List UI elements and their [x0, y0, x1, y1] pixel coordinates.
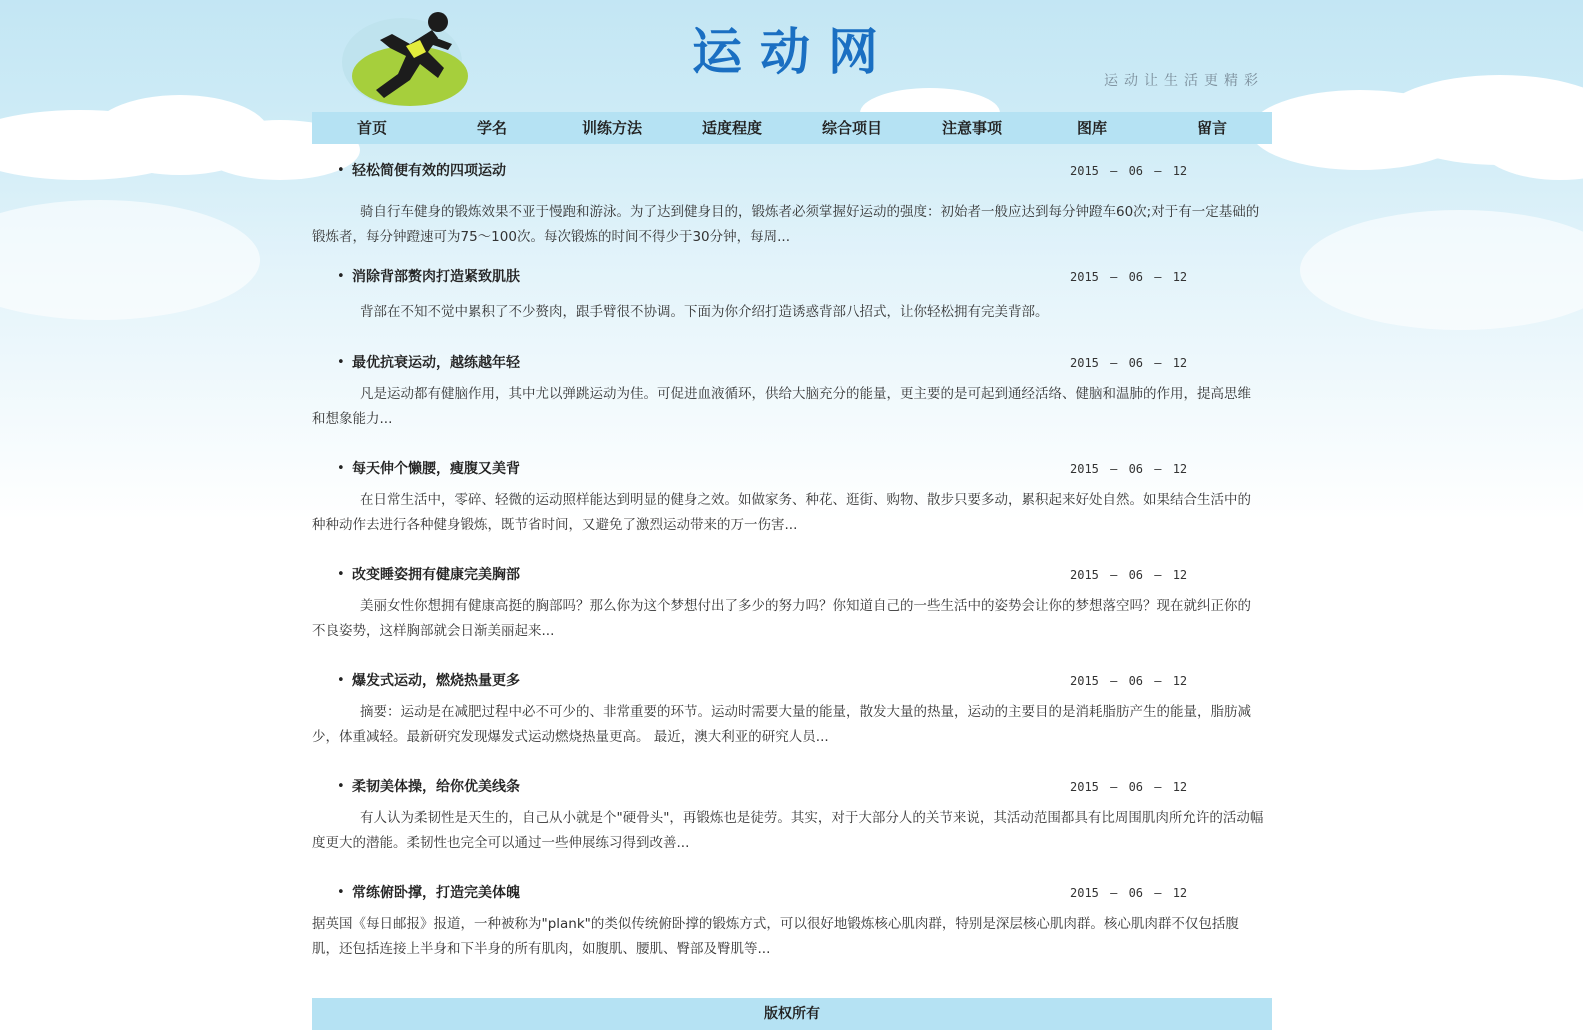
- article-summary: 据英国《每日邮报》报道，一种被称为"plank"的类似传统俯卧撑的锻炼方式，可以很好地锻炼核心肌肉群，特别是深层核心肌肉群。核心肌肉群不仅包括腹肌，还包括连接上半身和下半身的所有肌肉，如腹肌、腰肌、臀部及臀肌等...: [312, 916, 1239, 957]
- main-nav: [312, 112, 1272, 144]
- article-item: [312, 882, 1272, 957]
- article-title-link[interactable]: 每天伸个懒腰，瘦腹又美背: [352, 461, 520, 477]
- site-footer: 版权所有: [312, 998, 1272, 1030]
- article-summary: 美丽女性你想拥有健康高挺的胸部吗？那么你为这个梦想付出了多少的努力吗？你知道自己的一些生活中的姿势会让你的梦想落空吗？现在就纠正你的不良姿势，这样胸部就会日渐美丽起来...: [312, 598, 1251, 639]
- article-item: [312, 564, 1272, 639]
- article-title-link[interactable]: 轻松简便有效的四项运动: [352, 163, 506, 179]
- bullet-icon: •: [337, 461, 345, 476]
- nav-item-precautions[interactable]: 注意事项: [941, 119, 1002, 137]
- site-slogan: 运动让生活更精彩: [1104, 73, 1264, 89]
- article-date: 2015 — 06 — 12: [1070, 568, 1188, 582]
- article-summary: 有人认为柔韧性是天生的，自己从小就是个"硬骨头"，再锻炼也是徒劳。其实，对于大部分人的关节来说，其活动范围都具有比周围肌肉所允许的活动幅度更大的潜能。柔韧性也完全可以通过一些伸展练习得到改善...: [312, 810, 1264, 851]
- bullet-icon: •: [337, 567, 345, 582]
- article-item: [312, 352, 1272, 427]
- article-summary: 在日常生活中，零碎、轻微的运动照样能达到明显的健身之效。如做家务、种花、逛街、购物、散步只要多动，累积起来好处自然。如果结合生活中的种种动作去进行各种健身锻炼，既节省时间，又避免了激烈运动带来的万一伤害...: [312, 492, 1251, 533]
- site-header: [312, 0, 1272, 112]
- site-title: 运动网: [692, 23, 896, 81]
- article-item: [312, 458, 1272, 533]
- article-item: [312, 776, 1272, 851]
- bullet-icon: •: [337, 885, 345, 900]
- article-date: 2015 — 06 — 12: [1070, 780, 1188, 794]
- article-title-link[interactable]: 消除背部赘肉打造紧致肌肤: [352, 269, 520, 285]
- article-header: [312, 776, 1272, 798]
- article-date: 2015 — 06 — 12: [1070, 462, 1188, 476]
- article-title-link[interactable]: 爆发式运动，燃烧热量更多: [352, 673, 520, 689]
- article-header: [312, 458, 1272, 480]
- article-header: [312, 882, 1272, 904]
- nav-item-scientific-name[interactable]: 学名: [476, 119, 507, 137]
- page-container: [312, 0, 1272, 1030]
- article-date: 2015 — 06 — 12: [1070, 356, 1188, 370]
- article-item: [312, 670, 1272, 745]
- bullet-icon: •: [337, 355, 345, 370]
- article-item: [312, 266, 1272, 320]
- bullet-icon: •: [337, 673, 345, 688]
- article-date: 2015 — 06 — 12: [1070, 270, 1188, 284]
- cloud-shape: [0, 200, 260, 320]
- article-header: [312, 160, 1272, 182]
- nav-item-moderation[interactable]: 适度程度: [701, 119, 762, 137]
- article-date: 2015 — 06 — 12: [1070, 674, 1188, 688]
- article-date: 2015 — 06 — 12: [1070, 886, 1188, 900]
- nav-item-training-methods[interactable]: 训练方法: [581, 119, 642, 137]
- nav-item-home[interactable]: 首页: [356, 119, 387, 137]
- article-summary: 背部在不知不觉中累积了不少赘肉，跟手臂很不协调。下面为你介绍打造诱惑背部八招式，让你轻松拥有完美背部。: [360, 304, 1049, 320]
- bullet-icon: •: [337, 269, 345, 284]
- nav-item-gallery[interactable]: 图库: [1076, 119, 1107, 137]
- bullet-icon: •: [337, 163, 345, 178]
- nav-item-combined-events[interactable]: 综合项目: [821, 119, 882, 137]
- article-header: [312, 670, 1272, 692]
- cloud-shape: [1300, 210, 1583, 330]
- article-date: 2015 — 06 — 12: [1070, 164, 1188, 178]
- article-title-link[interactable]: 常练俯卧撑，打造完美体魄: [352, 885, 520, 901]
- article-title-link[interactable]: 柔韧美体操，给你优美线条: [352, 779, 520, 795]
- article-header: [312, 352, 1272, 374]
- article-title-link[interactable]: 改变睡姿拥有健康完美胸部: [352, 567, 520, 583]
- article-header: [312, 266, 1272, 288]
- article-summary: 凡是运动都有健脑作用，其中尤以弹跳运动为佳。可促进血液循环，供给大脑充分的能量，更主要的是可起到通经活络、健脑和温肺的作用，提高思维和想象能力...: [312, 386, 1251, 427]
- runner-logo-icon[interactable]: [340, 4, 470, 108]
- article-title-link[interactable]: 最优抗衰运动，越练越年轻: [352, 355, 520, 371]
- article-header: [312, 564, 1272, 586]
- nav-item-message-board[interactable]: 留言: [1196, 119, 1227, 137]
- article-summary: 摘要：运动是在减肥过程中必不可少的、非常重要的环节。运动时需要大量的能量，散发大量的热量，运动的主要目的是消耗脂肪产生的能量，脂肪减少，体重减轻。最新研究发现爆发式运动燃烧热量更高。 最近，澳大利亚的研究人员...: [312, 704, 1251, 745]
- article-item: [312, 160, 1272, 245]
- article-summary: 骑自行车健身的锻炼效果不亚于慢跑和游泳。为了达到健身目的，锻炼者必须掌握好运动的强度：初始者一般应达到每分钟蹬车60次;对于有一定基础的锻炼者，每分钟蹬速可为75～100次。每次锻炼的时间不得少于30分钟，每周...: [312, 204, 1260, 245]
- bullet-icon: •: [337, 779, 345, 794]
